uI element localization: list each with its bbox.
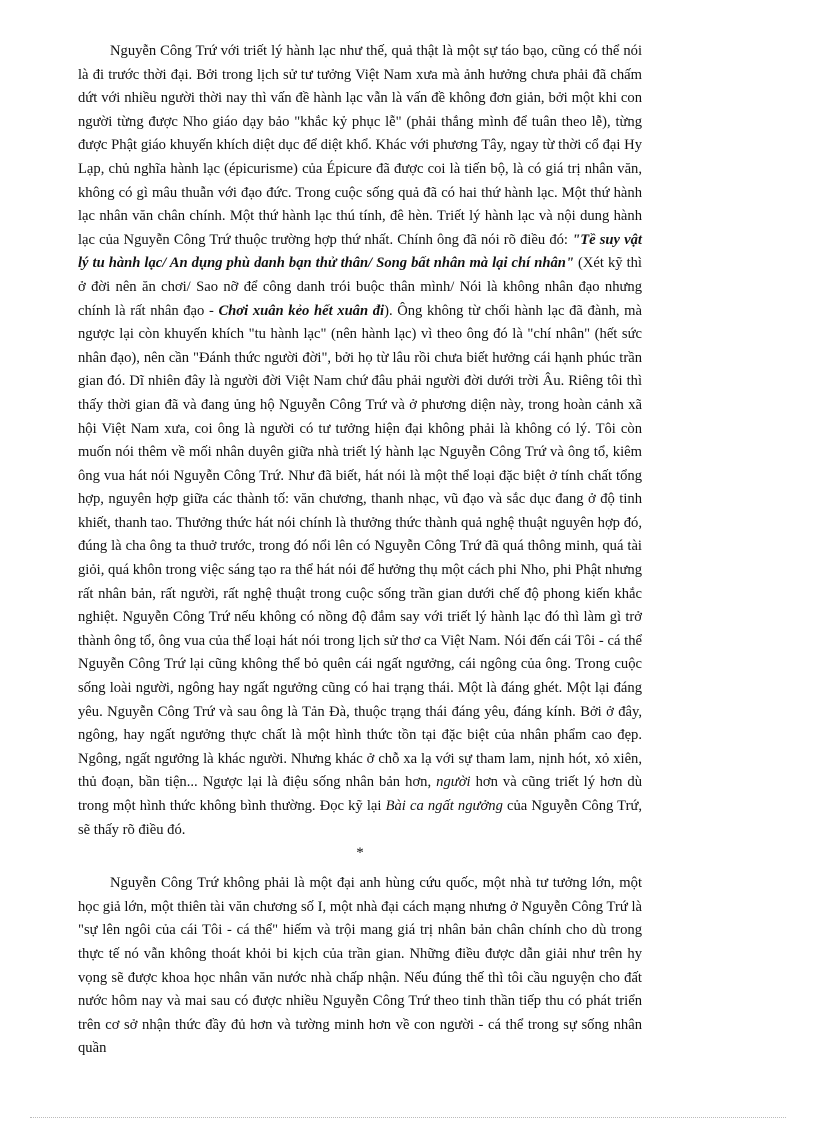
paragraph-text: của Nguyễn Công Trứ, sẽ thấy rõ điều đó.: [78, 798, 643, 838]
page-bottom-border: [30, 1117, 786, 1118]
paragraph-text: hơn và cũng triết lý hơn dù trong một hình thức không bình thường. Đọc kỹ lại: [78, 774, 643, 814]
paragraph-conclusion: Nguyễn Công Trứ không phải là một đại anh hùng cứu quốc, một nhà tư tưởng lớn, một học giả lớn, một thiên tài văn chương số I, một nhà đại cách mạng nhưng ở Nguyễn Công Trứ là "sự lên ngôi của cái Tôi - cá thể" hiếm và trội mang giá trị nhân bản chân chính cho dù trong thực tế nó vẫn không thoát khỏi bi kịch của trần gian. Những điều được dẫn giải như trên hy vọng sẽ được khoa học nhân văn nước nhà chấp nhận. Nếu đúng thế thì tôi cầu nguyện cho đất nước hôm nay và mai sau có được nhiều Nguyễn Công Trứ theo tinh thần tiếp thu có phát triển trên cơ sở nhận thức đầy đủ hơn và tường minh hơn về con người - cá thể trong sự sống nhân quần: [78, 875, 642, 1057]
emphasis-word: người: [436, 774, 471, 791]
poem-quote: "Tề suy vật lý tu hành lạc/ An dụng phù danh bạn thử thân/ Song bất nhân mà lại chí nhân": [78, 231, 642, 272]
poem-source-title: Chơi xuân kẻo hết xuân đi: [218, 302, 385, 319]
section-separator: *: [356, 845, 364, 862]
paragraph-hanh-lac: [78, 40, 642, 842]
paragraph-text: ). Ông không từ chối hành lạc đã đành, mà ngược lại còn khuyến khích "tu hành lạc" (nên hành lạc) vì theo ông đó là "chí nhân" (hết sức nhân đạo), nên cần "Đánh thức người đời", bởi họ từ lâu rồi chưa biết hưởng cái hạnh phúc trần gian đó. Dĩ nhiên đây là người đời Việt Nam chứ đâu phải người đời dưới trời Âu. Riêng tôi thì thấy thời gian đã và đang ủng hộ Nguyễn Công Trứ và ở phương diện này, trong hoàn cảnh xã hội Việt Nam xưa, coi ông là người có tư tưởng hiện đại không phải là không có lý. Tôi còn muốn nói thêm về mối nhân duyên giữa nhà triết lý hành lạc Nguyễn Công Trứ và ông tổ, kiêm ông vua hát nói Nguyễn Công Trứ. Như đã biết, hát nói là một thể loại đặc biệt ở tính chất tổng hợp, nguyên hợp giữa các thành tố: văn chương, thanh nhạc, vũ đạo và sắc dục đang ở độ tinh khiết, thanh tao. Thưởng thức hát nói chính là thưởng thức thành quả nghệ thuật nguyên hợp đó, đúng là cha ông ta thuở trước, trong đó nổi lên có Nguyễn Công Trứ đã quá thông minh, quá tài giỏi, quá khôn trong việc sáng tạo ra thể hát nói để hưởng thụ một cách phi Nho, phi Phật nhưng rất nhân bản, rất người, rất nghệ thuật trong cuộc sống trần gian dưới chế độ phong kiến khắc nghiệt. Nguyễn Công Trứ nếu không có nồng độ đắm say với triết lý hành lạc đó thì làm gì trở thành ông tổ, ông vua của thể loại hát nói trong lịch sử thơ ca Việt Nam. Nói đến cái Tôi - cá thể Nguyễn Công Trứ lại cũng không thể bỏ quên cái ngất ngưởng, cái ngông của ông. Trong cuộc sống loài người, ngông hay ngất ngưởng cũng có hai trạng thái. Một là đáng ghét. Một lại đáng yêu. Nguyễn Công Trứ và sau ông là Tản Đà, thuộc trạng thái đáng yêu, đáng kính. Bởi ở đây, ngông, hay ngất ngưởng thực chất là một hình thức tồn tại đặc biệt của nhân phẩm cao đẹp. Ngông, ngất ngưởng là khác người. Nhưng khác ở chỗ xa lạ với sự tham lam, nịnh hót, xỏ xiên, thủ đoạn, bần tiện... Ngược lại là điệu sống nhân bản hơn,: [78, 302, 642, 791]
document-body: [78, 40, 642, 1061]
poem-title: Bài ca ngất ngưởng: [385, 798, 503, 814]
paragraph-text: (Xét kỹ thì ở đời nên ăn chơi/ Sao nỡ để công danh trói buộc thân mình/ Nói là không nhân đạo nhưng chính là rất nhân đạo -: [78, 255, 642, 319]
paragraph-text: Nguyễn Công Trứ với triết lý hành lạc như thế, quả thật là một sự táo bạo, cũng có thể nói là đi trước thời đại. Bởi trong lịch sử tư tưởng Việt Nam xưa mà ảnh hưởng chưa phải đã chấm dứt với nhiều người thời nay thì vấn đề hành lạc vẫn là vấn đề không đơn giản, bởi một khi con người từng được Nho giáo dạy bảo "khắc kỷ phục lễ" (phải thắng mình để tuân theo lễ), từng được Phật giáo khuyến khích diệt dục để diệt khổ. Khác với phương Tây, ngay từ thời cổ đại Hy Lạp, chủ nghĩa hành lạc (épicurisme) của Épicure đã được coi là tiến bộ, là có giá trị nhân văn, không có gì mâu thuẫn với đạo đức. Trong cuộc sống quả đã có hai thứ hành lạc. Một thứ hành lạc nhân văn chân chính. Một thứ hành lạc thú tính, đê hèn. Triết lý hành lạc và nội dung hành lạc của Nguyễn Công Trứ thuộc trường hợp thứ nhất. Chính ông đã nói rõ điều đó:: [78, 43, 642, 248]
